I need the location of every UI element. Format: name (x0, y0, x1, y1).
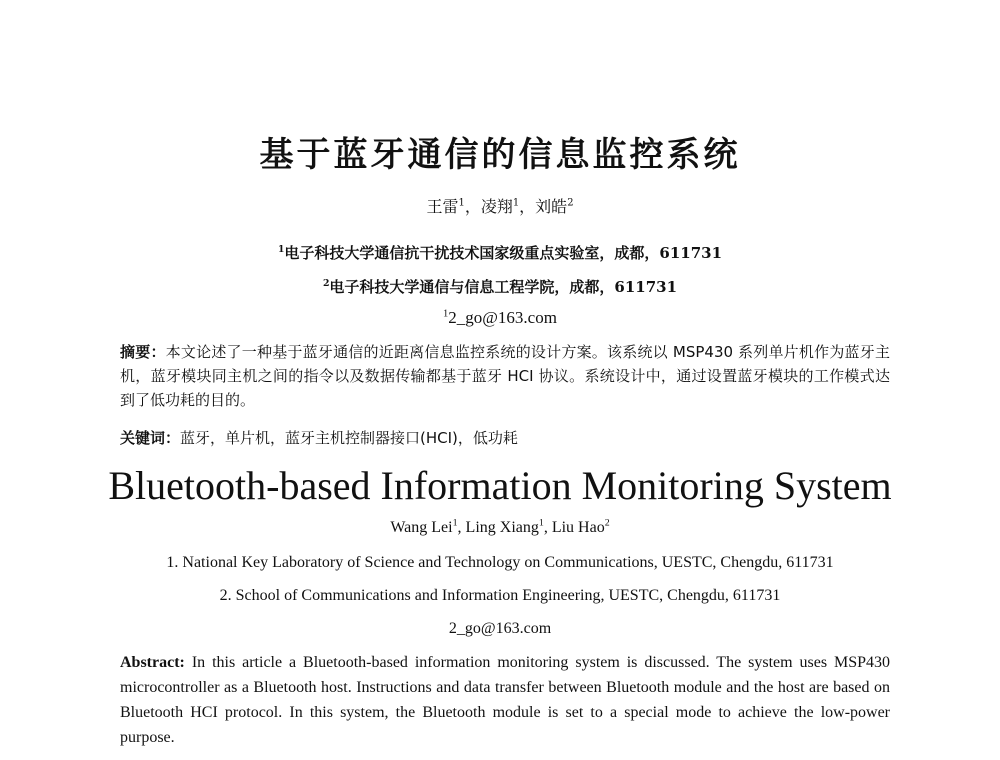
english-author-2-affil: 1 (538, 517, 544, 529)
english-author-line (0, 519, 1000, 537)
english-affiliation-1: 1. National Key Laboratory of Science and Technology on Communications, UESTC, Chengdu, 611731 (166, 554, 834, 571)
english-author-3-affil: 2 (604, 517, 610, 529)
chinese-author-line (0, 194, 1000, 217)
english-author-2: Ling Xiang (465, 519, 539, 536)
author-separator: , (543, 519, 552, 536)
english-abstract (120, 650, 890, 750)
author-separator: , (457, 519, 466, 536)
chinese-affiliation-2-text: 电子科技大学通信与信息工程学院，成都，611731 (329, 278, 678, 296)
chinese-email-marker: 1 (443, 308, 449, 320)
chinese-author-3-affil: 2 (567, 197, 574, 209)
chinese-author-1: 王雷 (426, 197, 459, 216)
chinese-affiliation-2 (0, 276, 1000, 297)
chinese-keywords-text: 蓝牙，单片机，蓝牙主机控制器接口(HCI)，低功耗 (180, 429, 518, 447)
chinese-author-2-affil: 1 (512, 197, 520, 209)
english-abstract-label: Abstract: (120, 654, 185, 671)
chinese-affiliation-1-text: 电子科技大学通信抗干扰技术国家级重点实验室，成都，611731 (284, 244, 723, 262)
chinese-affiliation-1 (0, 242, 1000, 263)
english-affiliation-2: 2. School of Communications and Information Engineering, UESTC, Chengdu, 611731 (219, 587, 781, 604)
english-abstract-text: In this article a Bluetooth-based information monitoring system is discussed. The system uses MSP430 microcontroller as a Bluetooth host. Instructions and data transfer between Bluetooth module and the host are based on Bluetooth HCI protocol. In this system, the Bluetooth module is set to a special mode to achieve the low-power purpose. (120, 654, 890, 746)
chinese-author-1-affil: 1 (458, 197, 465, 209)
chinese-author-3: 刘皓 (535, 197, 568, 216)
chinese-author-2: 凌翔 (480, 197, 513, 216)
chinese-affiliation-2-marker: 2 (322, 278, 330, 289)
chinese-affiliation-1-marker: 1 (277, 244, 285, 255)
chinese-keywords (120, 427, 890, 448)
english-author-1: Wang Lei (390, 519, 453, 536)
english-author-1-affil: 1 (452, 517, 458, 529)
chinese-email: 2_go@163.com (448, 308, 557, 327)
chinese-title: 基于蓝牙通信的信息监控系统 (259, 135, 741, 175)
english-author-3: Liu Hao (551, 519, 605, 536)
author-separator: ， (519, 197, 536, 216)
chinese-abstract (120, 340, 890, 412)
author-separator: ， (464, 197, 481, 216)
chinese-abstract-label: 摘要： (120, 343, 166, 361)
chinese-abstract-text: 本文论述了一种基于蓝牙通信的近距离信息监控系统的设计方案。该系统以 MSP430 系列单片机作为蓝牙主机，蓝牙模块同主机之间的指令以及数据传输都基于蓝牙 HCI 协议。系统设计中，通过设置蓝牙模块的工作模式达到了低功耗的目的。 (120, 343, 890, 409)
english-email: 2_go@163.com (448, 620, 552, 637)
chinese-email-line (0, 308, 1000, 328)
chinese-keywords-label: 关键词： (120, 429, 181, 447)
english-title: Bluetooth-based Information Monitoring System (108, 463, 892, 508)
